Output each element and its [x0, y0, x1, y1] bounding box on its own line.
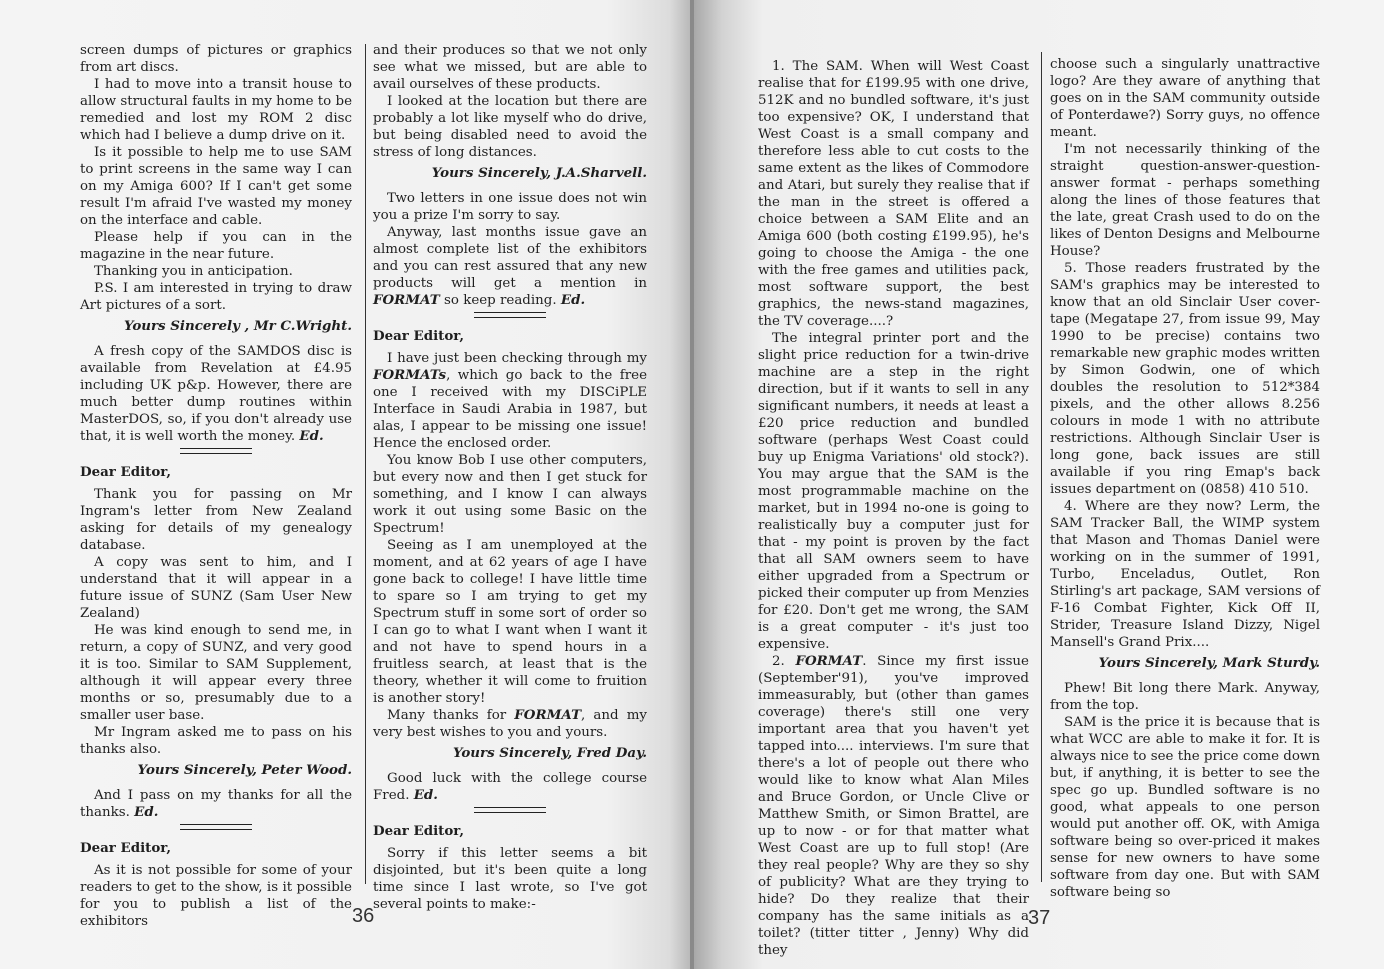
- format-name: FORMAT: [514, 707, 582, 723]
- ed-mark: Ed.: [413, 787, 438, 803]
- editor-reply: [80, 787, 352, 821]
- page-number: 37: [1028, 907, 1051, 929]
- letter-salutation: Dear Editor,: [373, 823, 465, 839]
- letter-signature: Yours Sincerely , Mr C.Wright.: [123, 318, 352, 334]
- paragraph: The integral printer port and the slight price reduction for a twin-drive machine are a step in the right direction, but if it wants to sell in any significant numbers, it needs at least a £20 price reduction and bundled software (perhaps West Coast could buy up Enigma Variations' old stock?). You may argue that the SAM is the most programmable machine on the market, but in 1994 no-one is going to realistically buy a computer just for that - my point is proven by the fact that all SAM owners seem to have either upgraded from a Spectrum or picked their computer up from Menzies for £20. Don't get me wrong, the SAM is a great computer - it's just too expensive.: [758, 331, 1029, 652]
- section-divider: [180, 448, 252, 454]
- left-page-column-2: [373, 42, 647, 913]
- text: I have just been checking through my: [387, 351, 647, 366]
- reply-text: And I pass on my thanks for all the thanks.: [80, 788, 352, 820]
- format-name: FORMATs: [373, 367, 447, 383]
- paragraph: As it is not possible for some of your readers to get to the show, is it possible for you to publish a list of the exhibitors: [80, 863, 352, 929]
- reply-text: A fresh copy of the SAMDOS disc is available from Revelation at £4.95 including UK p&p. However, there are much better dump routines within MasterDOS, so, if you don't already use that, it is well worth the money.: [80, 344, 352, 444]
- section-divider: [474, 807, 546, 813]
- reply-text: so keep reading.: [444, 293, 557, 308]
- paragraph: Is it possible to help me to use SAM to print screens in the same way I can on my Amiga 600? If I can't get some result I'm afraid I've wasted my money on the interface and cable.: [80, 145, 352, 228]
- paragraph: Mr Ingram asked me to pass on his thanks also.: [80, 725, 352, 757]
- paragraph: I'm not necessarily thinking of the straight question-answer-question-answer format - perhaps something along the lines of those features that the late, great Crash used to do on the likes of Denton Designs and Melbourne House?: [1050, 142, 1320, 259]
- editor-reply: [80, 343, 352, 445]
- column-divider: [1041, 52, 1042, 882]
- section-divider: [180, 824, 252, 830]
- format-name: FORMAT: [373, 292, 440, 308]
- paragraph: Thank you for passing on Mr Ingram's letter from New Zealand asking for details of my genealogy database.: [80, 487, 352, 553]
- reply-text: Anyway, last months issue gave an almost complete list of the exhibitors and you can rest assured that any new products will get a mention in: [373, 225, 647, 291]
- paragraph: Thanking you in anticipation.: [94, 264, 293, 279]
- editor-reply: [373, 770, 647, 804]
- paragraph: Please help if you can in the magazine in the near future.: [80, 230, 352, 262]
- paragraph: Two letters in one issue does not win you a prize I'm sorry to say.: [373, 191, 647, 223]
- section-divider: [474, 312, 546, 318]
- text: . Since my first issue (September'91), you've improved immeasurably, but (other than games coverage) there's still one very important area that you haven't yet tapped into.... interviews. I'm sure that there's a lot of people out there who would like to know what Alan Miles and Bruce Gordon, or Uncle Clive or Matthew Smith, or Simon Brattel, are up to now - or for that matter what West Coast are up to full stop! (Are they real people? Why are they so shy of publicity? What are they trying to hide? Do they realize that their company has the same initials as a toilet? (titter titter , Jenny) Why did they: [758, 654, 1029, 958]
- letter-salutation: Dear Editor,: [80, 840, 172, 856]
- text: , and my very best wishes to you and yours.: [373, 708, 647, 740]
- ed-mark: Ed.: [560, 292, 586, 308]
- paragraph: SAM is the price it is because that is what WCC are able to make it for. It is always nice to see the price come down but, if anything, it is better to see the spec go up. Bundled software is no good, what appeals to one person would put another off. OK, with Amiga software being so over-priced it makes sense for new owners to have some software from day one. But with SAM software being so: [1050, 715, 1320, 900]
- paragraph: 4. Where are they now? Lerm, the SAM Tracker Ball, the WIMP system that Mason and Thomas Daniel were working on in the summer of 1991, Turbo, Enceladus, Outlet, Ron Stirling's art package, SAM versions of F-16 Combat Fighter, Kick Off II, Strider, Treasure Island Dizzy, Nigel Mansell's Grand Prix....: [1050, 499, 1320, 650]
- paragraph: He was kind enough to send me, in return, a copy of SUNZ, and very good it is too. Similar to SAM Supplement, although it will appear every three months or so, presumably due to a smaller user base.: [80, 623, 352, 723]
- text: Many thanks for: [387, 708, 507, 723]
- right-page-column-2: [1050, 56, 1320, 901]
- editor-reply: [373, 224, 647, 309]
- paragraph: [758, 653, 1029, 959]
- paragraph: P.S. I am interested in trying to draw Art pictures of a sort.: [80, 281, 352, 313]
- paragraph: [373, 707, 647, 741]
- paragraph: 1. The SAM. When will West Coast realise that for £199.95 with one drive, 512K and no bundled software, it's just too expensive? OK, I understand that West Coast is a small company and therefore less able to cut costs to the same extent as the likes of Commodore and Atari, but surely they realise that if the man in the street is offered a choice between a SAM Elite and an Amiga 600 (both costing £199.95), he's going to choose the Amiga - the one with the free games and utilities pack, most software support, the best graphics, the news-stand magazines, the TV coverage....?: [758, 59, 1029, 329]
- right-page-column-1: [758, 58, 1029, 959]
- paragraph: screen dumps of pictures or graphics from art discs.: [80, 43, 352, 75]
- paragraph: Sorry if this letter seems a bit disjointed, but it's been quite a long time since I last wrote, so I've got several points to make:-: [373, 846, 647, 912]
- paragraph: Seeing as I am unemployed at the moment, and at 62 years of age I have gone back to college! I have little time to spare so I am trying to get my Spectrum stuff in some sort of order so I can go to what I want when I want it and not have to spend hours in a fruitless search, at least that is the theory, whether it will come to fruition is another story!: [373, 538, 647, 706]
- letter-signature: Yours Sincerely, Fred Day.: [452, 745, 647, 761]
- paragraph: 5. Those readers frustrated by the SAM's graphics may be interested to know that an old Sinclair User cover-tape (Megatape 27, from issue 99, May 1990 to be precise) contains two remarkable new graphic modes written by Simon Godwin, one of which doubles the resolution to 512*384 pixels, and the other allows 8.256 colours in mode 1 with no attribute restrictions. Although Sinclair User is long gone, back issues are still available if you ring Emap's back issues department on (0858) 410 510.: [1050, 261, 1320, 497]
- paragraph: and their produces so that we not only see what we missed, but are able to avail ourselves of these products.: [373, 43, 647, 92]
- paragraph: [373, 350, 647, 452]
- paragraph: I looked at the location but there are probably a lot like myself who do drive, but being disabled need to avoid the stress of long distances.: [373, 94, 647, 160]
- paragraph: You know Bob I use other computers, but every now and then I get stuck for something, and I know I can always work it out using some Basic on the Spectrum!: [373, 453, 647, 536]
- format-name: FORMAT: [795, 653, 863, 669]
- left-page-column-1: [80, 42, 352, 930]
- letter-salutation: Dear Editor,: [80, 464, 172, 480]
- letter-signature: Yours Sincerely, J.A.Sharvell.: [431, 165, 647, 181]
- paragraph: Phew! Bit long there Mark. Anyway, from the top.: [1050, 681, 1320, 713]
- column-divider: [365, 44, 366, 884]
- paragraph: A copy was sent to him, and I understand that it will appear in a future issue of SUNZ (Sam User New Zealand): [80, 555, 352, 621]
- letter-signature: Yours Sincerely, Mark Sturdy.: [1098, 655, 1320, 671]
- text: , which go back to the free one I received with my DISCiPLE Interface in Saudi Arabia in 1987, but alas, I appear to be missing one issue! Hence the enclosed order.: [373, 368, 647, 451]
- letter-signature: Yours Sincerely, Peter Wood.: [137, 762, 352, 778]
- ed-mark: Ed.: [299, 428, 324, 444]
- text: 2.: [772, 654, 785, 669]
- letter-salutation: Dear Editor,: [373, 328, 465, 344]
- paragraph: I had to move into a transit house to allow structural faults in my home to be remedied and lost my ROM 2 disc which had I believe a dump drive on it.: [80, 77, 352, 143]
- page-number: 36: [352, 905, 375, 927]
- reply-text: Good luck with the college course Fred.: [373, 771, 647, 803]
- paragraph: choose such a singularly unattractive logo? Are they aware of anything that goes on in the SAM community outside of Ponterdawe?) Sorry guys, no offence meant.: [1050, 57, 1320, 140]
- ed-mark: Ed.: [134, 804, 159, 820]
